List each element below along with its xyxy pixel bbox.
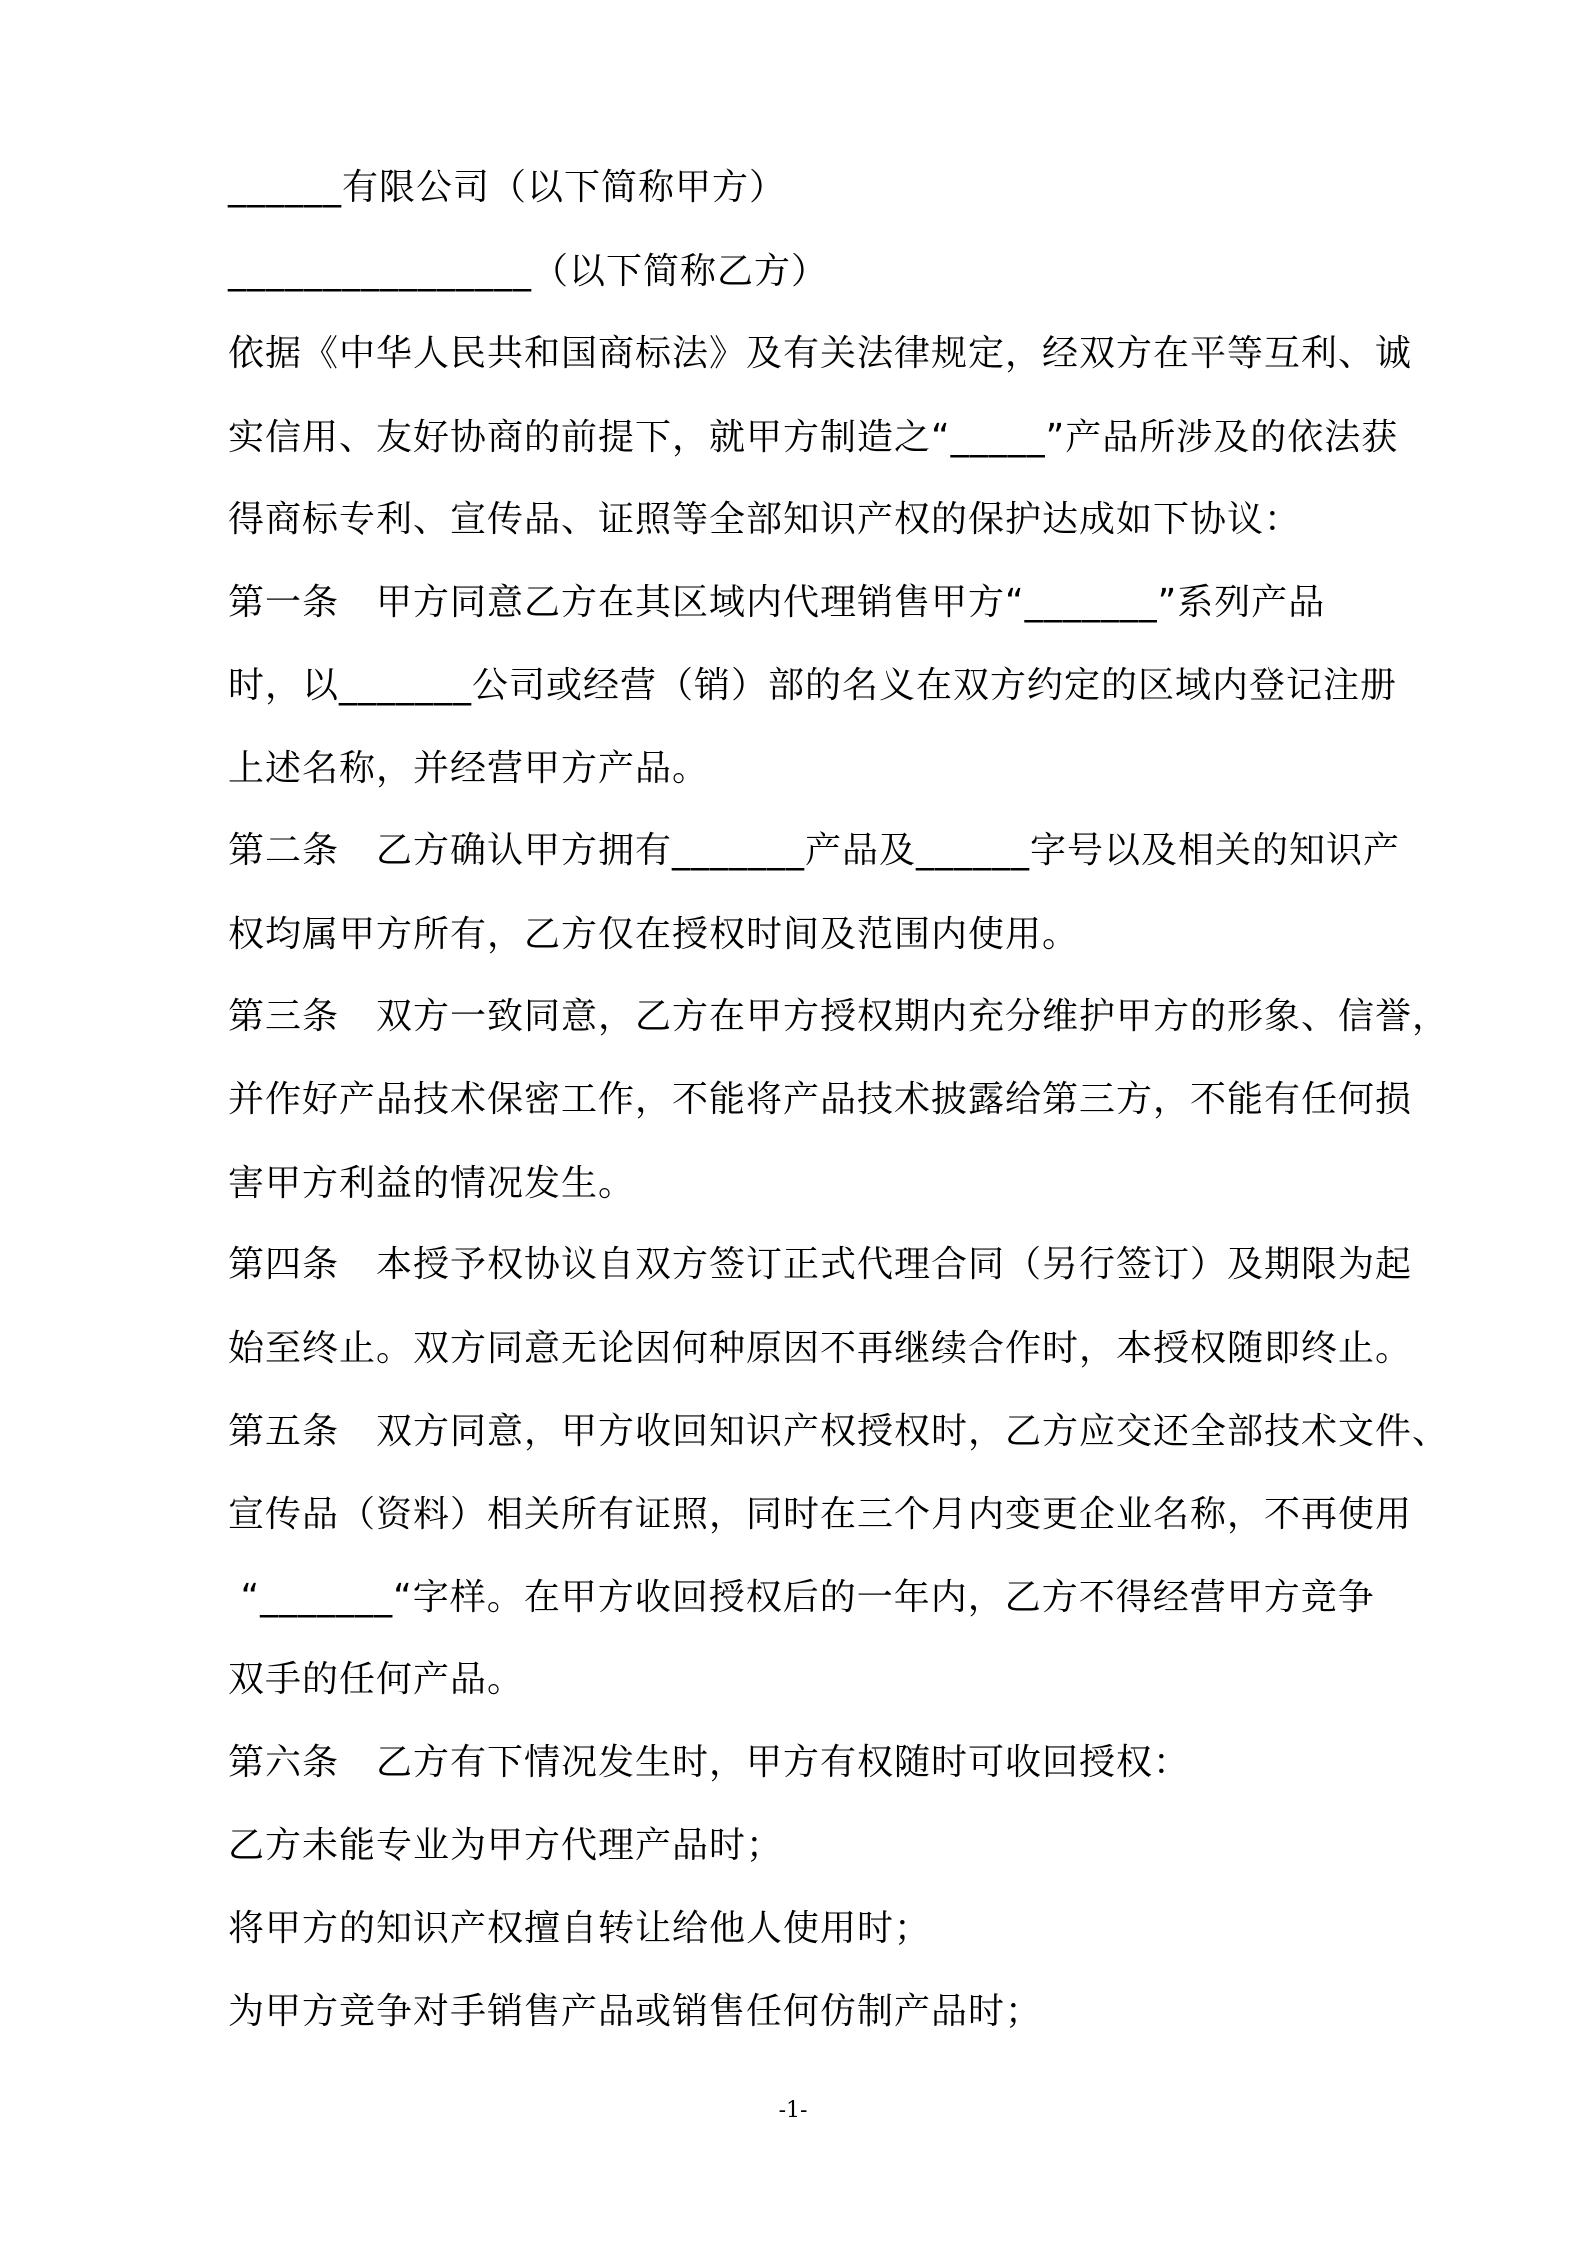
article-6-line-1: 第六条 乙方有下情况发生时，甲方有权随时可收回授权： <box>228 1742 1191 1783</box>
article-1-line-1: 第一条 甲方同意乙方在其区域内代理销售甲方“_______”系列产品 <box>228 582 1326 623</box>
page-number: -1- <box>778 2098 808 2123</box>
article-5-line-3: “_______“字样。在甲方收回授权后的一年内，乙方不得经营甲方竞争 <box>228 1577 1375 1618</box>
article-5-line-2: 宣传品（资料）相关所有证照，同时在三个月内变更企业名称，不再使用 <box>228 1494 1413 1535</box>
preamble-line-1: 依据《中华人民共和国商标法》及有关法律规定，经双方在平等互利、诚 <box>228 333 1413 374</box>
article-1-line-3: 上述名称，并经营甲方产品。 <box>228 748 710 789</box>
party-b-line: ________________（以下简称乙方） <box>228 251 829 292</box>
article-1-line-2: 时，以_______公司或经营（销）部的名义在双方约定的区域内登记注册 <box>228 665 1398 706</box>
article-3-line-1: 第三条 双方一致同意，乙方在甲方授权期内充分维护甲方的形象、信誉， <box>228 996 1450 1037</box>
article-6-item-3: 为甲方竞争对手销售产品或销售任何仿制产品时； <box>228 1991 1043 2032</box>
article-6-item-1: 乙方未能专业为甲方代理产品时； <box>228 1825 784 1866</box>
article-2-line-1: 第二条 乙方确认甲方拥有_______产品及______字号以及相关的知识产 <box>228 830 1401 871</box>
article-4-line-2: 始至终止。双方同意无论因何种原因不再继续合作时，本授权随即终止。 <box>228 1328 1413 1369</box>
party-a-line: ______有限公司（以下简称甲方） <box>228 167 787 208</box>
article-3-line-2: 并作好产品技术保密工作，不能将产品技术披露给第三方，不能有任何损 <box>228 1079 1413 1120</box>
article-4-line-1: 第四条 本授予权协议自双方签订正式代理合同（另行签订）及期限为起 <box>228 1244 1413 1285</box>
preamble-line-2: 实信用、友好协商的前提下，就甲方制造之“_____”产品所涉及的依法获 <box>228 417 1399 458</box>
article-5-line-4: 双手的任何产品。 <box>228 1659 525 1700</box>
article-3-line-3: 害甲方利益的情况发生。 <box>228 1163 636 1204</box>
article-6-item-2: 将甲方的知识产权擅自转让给他人使用时； <box>228 1908 932 1949</box>
preamble-line-3: 得商标专利、宣传品、证照等全部知识产权的保护达成如下协议： <box>228 499 1302 540</box>
article-5-line-1: 第五条 双方同意，甲方收回知识产权授权时，乙方应交还全部技术文件、 <box>228 1411 1450 1452</box>
article-2-line-2: 权均属甲方所有，乙方仅在授权时间及范围内使用。 <box>228 914 1080 955</box>
